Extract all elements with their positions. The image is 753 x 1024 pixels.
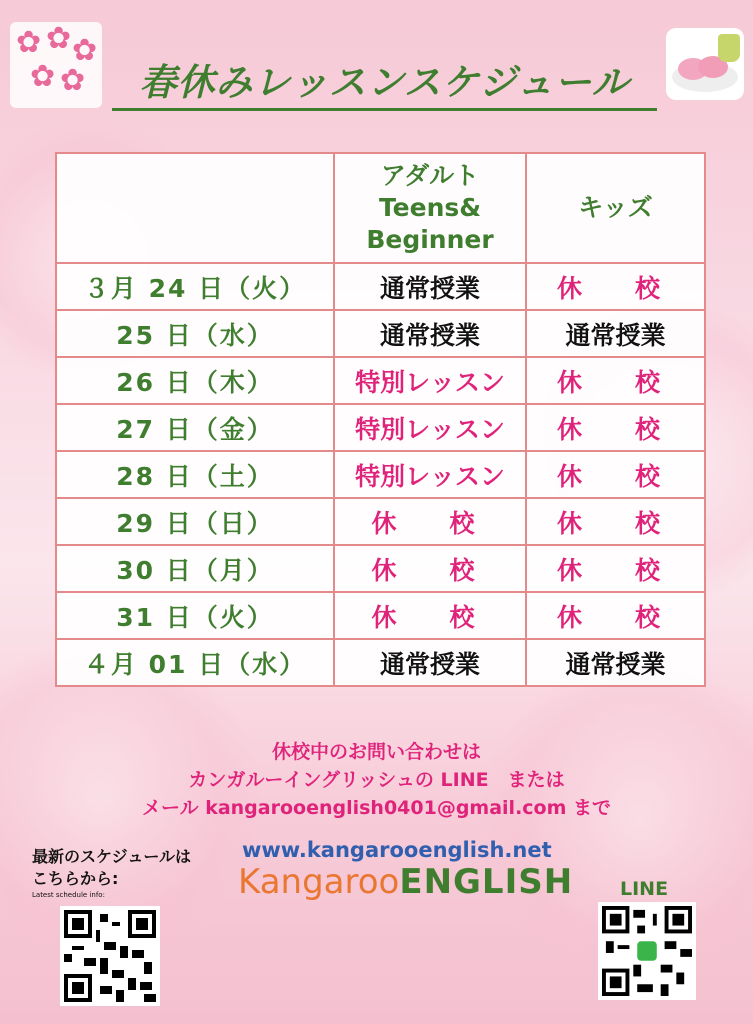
adult-cell: 通常授業: [334, 639, 526, 686]
table-row: [56, 451, 705, 498]
adult-cell: 特別レッスン: [334, 451, 526, 498]
date-cell: 27 日（金）: [56, 404, 334, 451]
table-row: [56, 639, 705, 686]
table-header-row: [56, 153, 705, 263]
contact-info: [0, 738, 753, 822]
table-row: [56, 357, 705, 404]
line-label: LINE: [620, 878, 669, 900]
brand-part-1: Kangaroo: [238, 862, 400, 902]
latest-line-1: 最新のスケジュールは: [32, 847, 192, 866]
kids-cell: 休 校: [526, 263, 705, 310]
date-cell: 28 日（土）: [56, 451, 334, 498]
contact-line-1: 休校中のお問い合わせは: [271, 741, 481, 763]
website-link[interactable]: www.kangarooenglish.net: [242, 838, 552, 862]
header-adult-line3: Beginner: [366, 225, 494, 254]
header-adult-line1: アダルト: [380, 161, 480, 190]
date-cell: ３月 24 日（火）: [56, 263, 334, 310]
date-cell: 25 日（水）: [56, 310, 334, 357]
kids-cell: 通常授業: [526, 639, 705, 686]
header-adult-line2: Teens&: [378, 193, 482, 222]
adult-cell: 特別レッスン: [334, 404, 526, 451]
page-title: 春休みレッスンスケジュール: [112, 52, 657, 111]
kids-cell: 休 校: [526, 404, 705, 451]
kids-cell: 通常授業: [526, 310, 705, 357]
latest-small: Latest schedule info:: [32, 891, 105, 899]
brand-part-2: ENGLISH: [399, 862, 574, 902]
adult-cell: 休 校: [334, 545, 526, 592]
adult-cell: 休 校: [334, 498, 526, 545]
latest-line-2: こちらから:: [32, 869, 119, 888]
kids-cell: 休 校: [526, 451, 705, 498]
table-row: [56, 545, 705, 592]
adult-cell: 通常授業: [334, 310, 526, 357]
schedule-table: [55, 152, 706, 687]
table-row: [56, 592, 705, 639]
date-cell: 29 日（日）: [56, 498, 334, 545]
contact-line-2: カンガルーイングリッシュの LINE または: [188, 769, 565, 791]
table-row: [56, 404, 705, 451]
kids-cell: 休 校: [526, 592, 705, 639]
contact-line-3[interactable]: メール kangarooenglish0401@gmail.com まで: [141, 797, 612, 819]
date-cell: 26 日（木）: [56, 357, 334, 404]
brand-logo: [238, 862, 573, 902]
date-cell: 30 日（月）: [56, 545, 334, 592]
header-kids: キッズ: [526, 153, 705, 263]
sakura-mochi-icon: [666, 28, 744, 100]
adult-cell: 通常授業: [334, 263, 526, 310]
cherry-blossom-icon: ✿ ✿ ✿ ✿ ✿: [10, 22, 102, 108]
header-date: [56, 153, 334, 263]
kids-cell: 休 校: [526, 498, 705, 545]
adult-cell: 特別レッスン: [334, 357, 526, 404]
date-cell: ４月 01 日（水）: [56, 639, 334, 686]
table-row: [56, 310, 705, 357]
header-adult: [334, 153, 526, 263]
kids-cell: 休 校: [526, 545, 705, 592]
kids-cell: 休 校: [526, 357, 705, 404]
schedule-qr-code-icon[interactable]: [60, 906, 160, 1006]
latest-schedule-label: [32, 846, 191, 900]
line-qr-code-icon[interactable]: [598, 902, 696, 1000]
table-row: [56, 263, 705, 310]
date-cell: 31 日（火）: [56, 592, 334, 639]
table-row: [56, 498, 705, 545]
adult-cell: 休 校: [334, 592, 526, 639]
